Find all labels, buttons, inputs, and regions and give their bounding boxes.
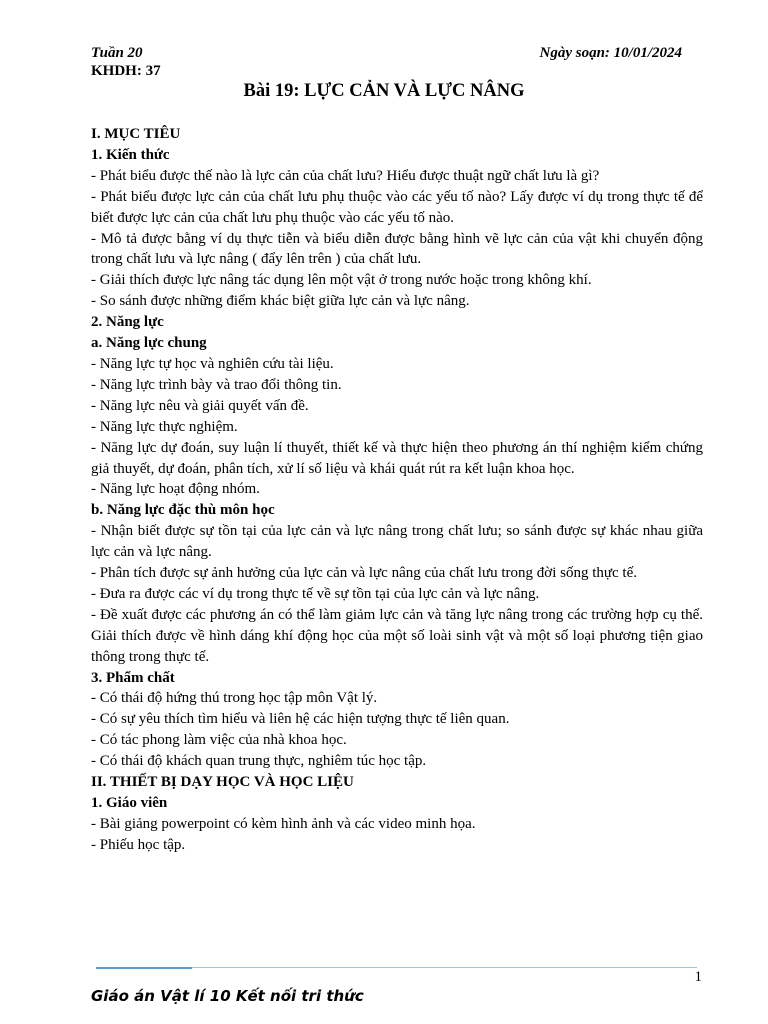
body-paragraph: - Đưa ra được các ví dụ trong thực tế về sự tồn tại của lực cản và lực nâng. (91, 585, 540, 602)
section-heading: 2. Năng lực (91, 314, 164, 331)
body-paragraph: - Năng lực hoạt động nhóm. (91, 481, 260, 498)
document-body (91, 124, 703, 856)
body-paragraph: - Phiếu học tập. (91, 836, 186, 853)
page-number: 1 (694, 969, 702, 985)
body-paragraph: - Bài giảng powerpoint có kèm hình ảnh và các video minh họa. (91, 815, 476, 832)
body-paragraph: - Đề xuất được các phương án có thể làm giảm lực cản và tăng lực nâng trong các trường hợp cụ thể. Giải thích được về hình dáng khí động học của một số loài sinh vật và một số loại phương tiện giao thông trong thực tế. (91, 606, 703, 665)
body-paragraph: - Phát biểu được lực cản của chất lưu phụ thuộc vào các yếu tố nào? Lấy được ví dụ trong thực tế để biết được lực cản của chất lưu phụ thuộc vào các yếu tố nào. (91, 188, 703, 226)
prepared-date: Ngày soạn: 10/01/2024 (539, 45, 682, 61)
body-paragraph: - Mô tả được bằng ví dụ thực tiễn và biểu diễn được bằng hình vẽ lực cản của vật khi chuyển động trong chất lưu và lực nâng ( đẩy lên trên ) của chất lưu. (91, 230, 703, 268)
week-label: Tuần 20 (91, 45, 143, 61)
body-paragraph: - Năng lực dự đoán, suy luận lí thuyết, thiết kế và thực hiện theo phương án thí nghiệm kiểm chứng giả thuyết, dự đoán, phân tích, xử lí số liệu và khái quát rút ra kết luận khoa học. (91, 439, 703, 477)
body-paragraph: - Nhận biết được sự tồn tại của lực cản và lực nâng trong chất lưu; so sánh được sự khác nhau giữa lực cản và lực nâng. (91, 523, 703, 561)
body-paragraph: - Phát biểu được thế nào là lực cản của chất lưu? Hiểu được thuật ngữ chất lưu là gì? (91, 167, 600, 184)
footer-divider-accent (96, 967, 192, 969)
body-paragraph: - Năng lực thực nghiệm. (91, 418, 238, 435)
section-heading: b. Năng lực đặc thù môn học (91, 502, 275, 519)
footer-title: Giáo án Vật lí 10 Kết nối tri thức (91, 987, 364, 1005)
body-paragraph: - Có sự yêu thích tìm hiểu và liên hệ các hiện tượng thực tế liên quan. (91, 711, 510, 728)
section-heading: 1. Giáo viên (91, 795, 168, 811)
section-heading: a. Năng lực chung (91, 335, 207, 352)
body-paragraph: - Năng lực tự học và nghiên cứu tài liệu. (91, 355, 334, 372)
section-heading: I. MỤC TIÊU (91, 126, 181, 142)
body-paragraph: - Có tác phong làm việc của nhà khoa học. (91, 732, 347, 749)
body-paragraph: - Có thái độ hứng thú trong học tập môn Vật lý. (91, 690, 378, 707)
section-heading: II. THIẾT BỊ DẠY HỌC VÀ HỌC LIỆU (91, 774, 354, 791)
body-paragraph: - Giải thích được lực nâng tác dụng lên một vật ở trong nước hoặc trong không khí. (91, 272, 592, 289)
section-heading: 1. Kiến thức (91, 146, 170, 163)
lesson-plan-number: KHDH: 37 (91, 63, 161, 79)
body-paragraph: - Phân tích được sự ảnh hưởng của lực cản và lực nâng của chất lưu trong đời sống thực tế. (91, 565, 637, 582)
document-title: Bài 19: LỰC CẢN VÀ LỰC NÂNG (243, 81, 525, 101)
body-paragraph: - Có thái độ khách quan trung thực, nghiêm túc học tập. (91, 753, 427, 770)
section-heading: 3. Phẩm chất (91, 669, 175, 686)
body-paragraph: - Năng lực nêu và giải quyết vấn đề. (91, 397, 309, 414)
body-paragraph: - Năng lực trình bày và trao đổi thông tin. (91, 376, 342, 393)
body-paragraph: - So sánh được những điểm khác biệt giữa lực cản và lực nâng. (91, 293, 470, 310)
